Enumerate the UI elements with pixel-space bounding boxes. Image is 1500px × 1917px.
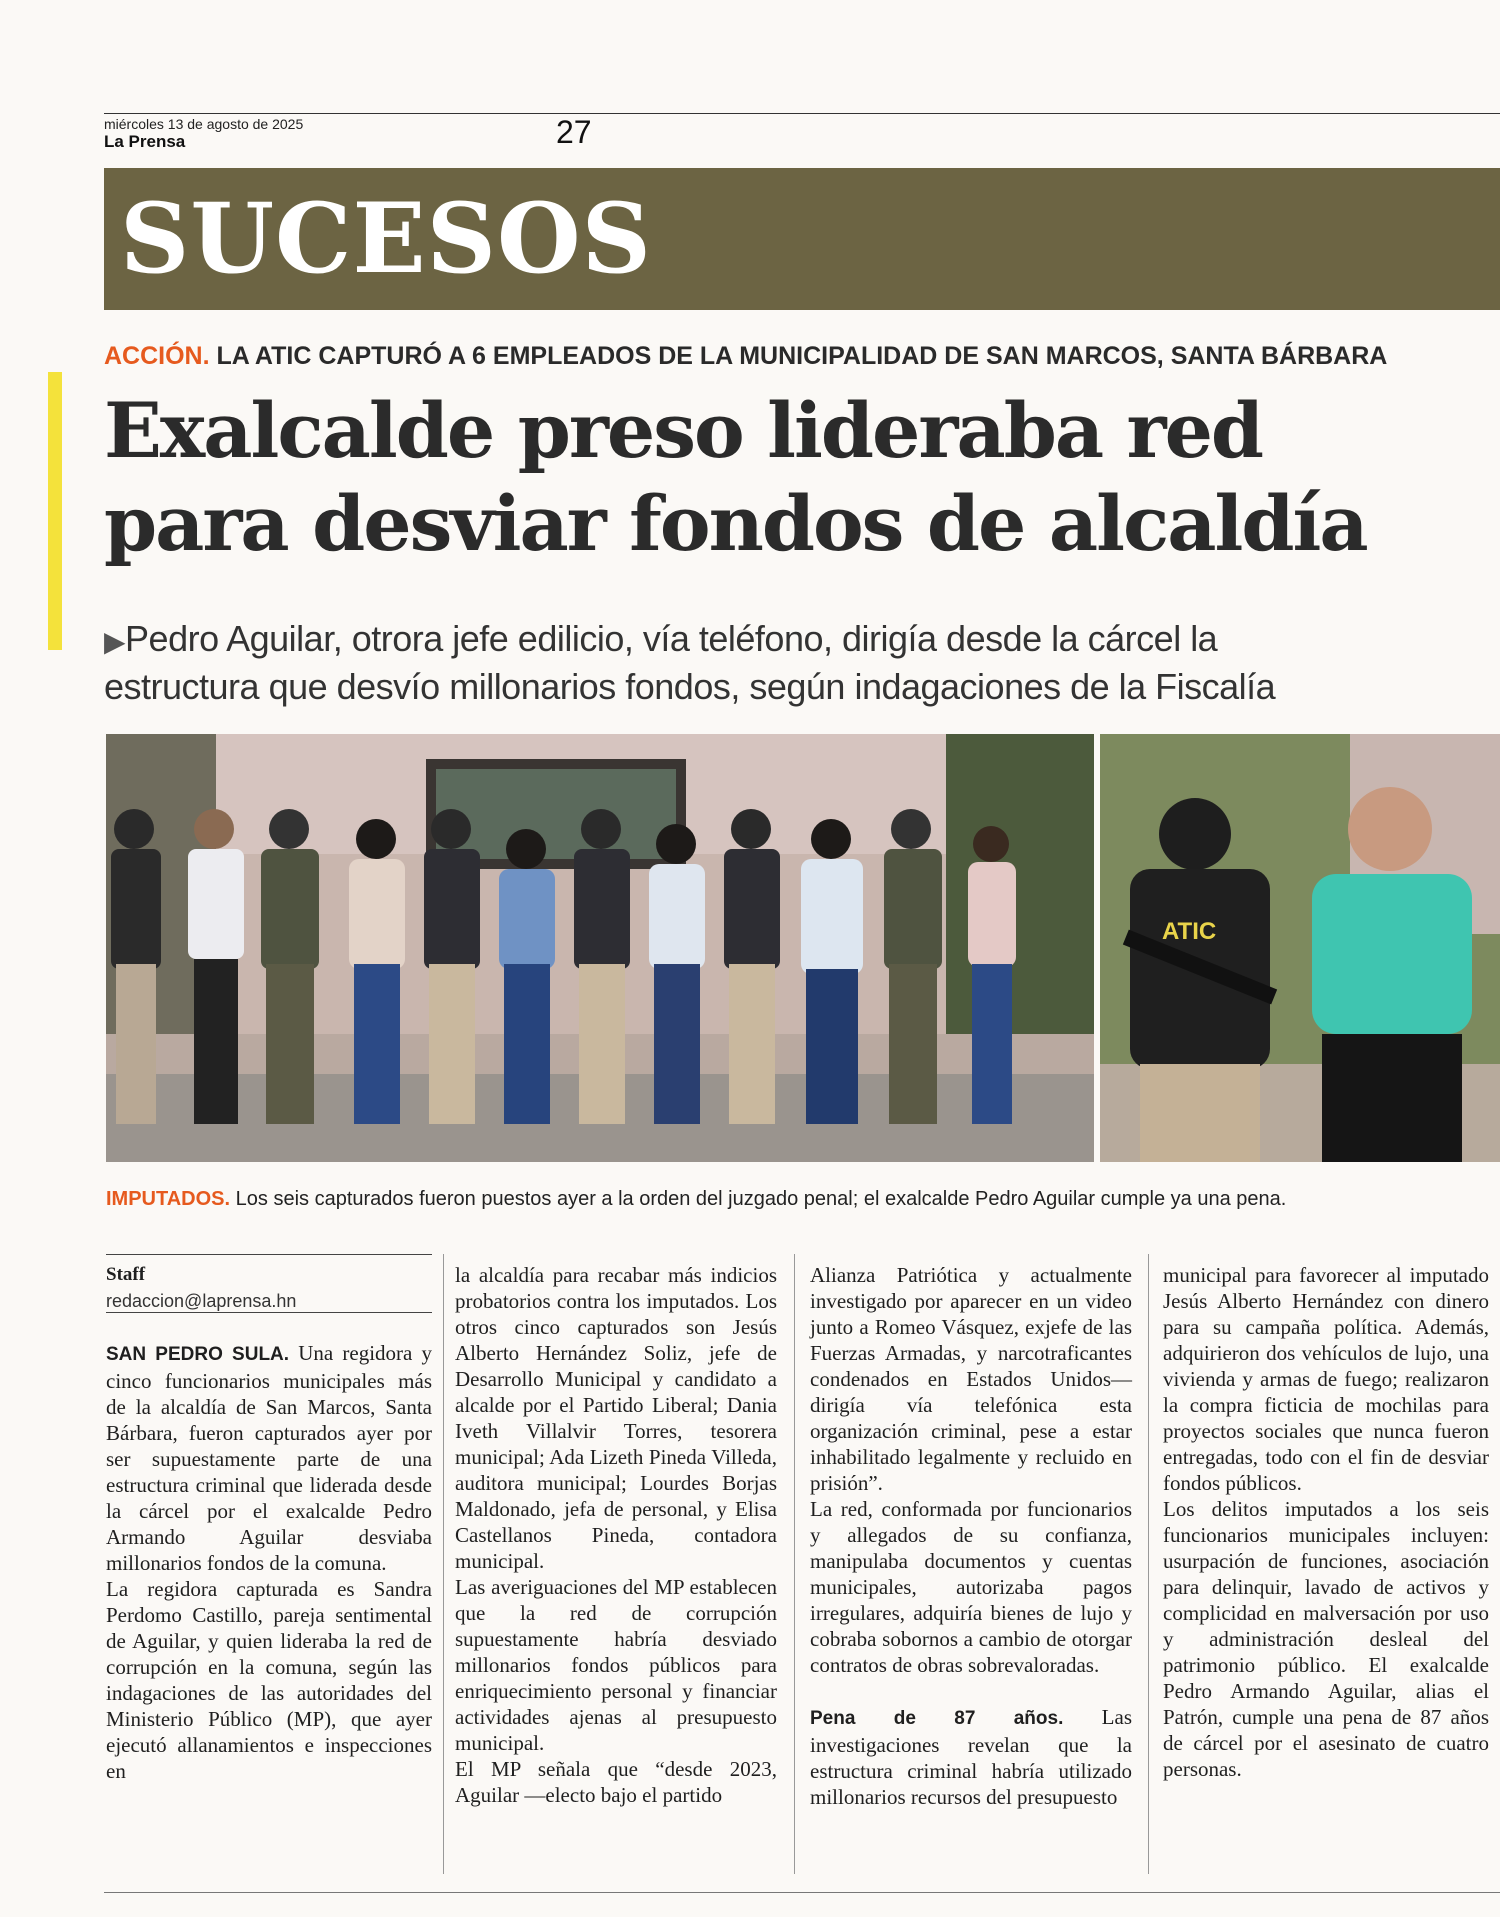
highlighter-mark bbox=[48, 372, 62, 650]
kicker bbox=[104, 342, 1387, 371]
paragraph: Los delitos imputados a los seis funcionarios municipales incluyen: usurpación de funciones, asociación para delinquir, lavado de activos y complicidad en malversación por uso y administración desleal del patrimonio público. El exalcalde Pedro Armando Aguilar, alias el Patrón, cumple una pena de 87 años de cárcel por el asesinato de cuatro personas. bbox=[1163, 1497, 1489, 1781]
deck-line-1: Pedro Aguilar, otrora jefe edilicio, vía teléfono, dirigía desde la cárcel la bbox=[125, 618, 1218, 659]
deck bbox=[104, 616, 1500, 709]
column-divider bbox=[443, 1254, 444, 1874]
exalcalde-photo bbox=[1100, 734, 1500, 1162]
paragraph: Las investigaciones revelan que la estructura criminal habría utilizado millonarios recursos del presupuesto bbox=[810, 1705, 1132, 1809]
headline-line-2: para desviar fondos de alcaldía bbox=[104, 479, 1367, 568]
vest-label: ATIC bbox=[1162, 918, 1217, 945]
paragraph: Una regidora y cinco funcionarios municipales más de la alcaldía de San Marcos, Santa Bárbara, fueron capturados ayer por ser supuestamente parte de una estructura criminal que liderada desde la cárcel por el exalcalde Pedro Armando Aguilar desviaba millonarios fondos de la comuna. bbox=[106, 1341, 433, 1575]
triangle-bullet-icon: ▶ bbox=[104, 626, 126, 657]
byline-top-rule bbox=[106, 1254, 432, 1255]
paragraph: La regidora capturada es Sandra Perdomo Castillo, pareja sentimental de Aguilar, y quien lideraba la red de corrupción en la comuna, según las indagaciones de las autoridades del Ministerio Público (MP), que ayer ejecutó allanamientos e inspecciones en bbox=[106, 1577, 432, 1783]
byline-email[interactable]: redaccion@laprensa.hn bbox=[106, 1291, 297, 1311]
article-column-2 bbox=[455, 1262, 777, 1808]
article-column-3 bbox=[810, 1262, 1132, 1810]
section-title: SUCESOS bbox=[120, 182, 652, 295]
paragraph: municipal para favorecer al imputado Jesús Alberto Hernández con dinero para su campaña política. Además, adquirieron dos vehículos de lujo, una vivienda y armas de fuego; realizaron la compra ficticia de mochilas para proyectos sociales que nunca fueron entregadas, todo con el fin de desviar fondos públicos. bbox=[1163, 1263, 1489, 1495]
top-rule bbox=[104, 113, 1500, 114]
caption-tag: IMPUTADOS. bbox=[106, 1188, 231, 1210]
group-arrest-photo bbox=[106, 734, 1094, 1162]
newspaper-name: La Prensa bbox=[104, 132, 186, 151]
kicker-tag: ACCIÓN. bbox=[104, 342, 210, 370]
column-divider bbox=[1148, 1254, 1149, 1874]
subhead: Pena de 87 años. bbox=[810, 1708, 1064, 1729]
headline-line-1: Exalcalde preso lideraba red bbox=[104, 386, 1263, 475]
article-column-4 bbox=[1163, 1262, 1489, 1782]
paragraph: El MP señala que “desde 2023, Aguilar —electo bajo el partido bbox=[455, 1757, 777, 1807]
kicker-text: LA ATIC CAPTURÓ A 6 EMPLEADOS DE LA MUNICIPALIDAD DE SAN MARCOS, SANTA BÁRBARA bbox=[216, 342, 1388, 370]
deck-line-2: estructura que desvío millonarios fondos, según indagaciones de la Fiscalía bbox=[104, 666, 1276, 707]
dateline: SAN PEDRO SULA. bbox=[106, 1344, 290, 1365]
byline-name: Staff bbox=[106, 1264, 146, 1285]
issue-date: miércoles 13 de agosto de 2025 bbox=[104, 116, 304, 132]
article-column-1 bbox=[106, 1262, 432, 1784]
column-divider bbox=[794, 1254, 795, 1874]
page-number: 27 bbox=[556, 114, 592, 150]
bottom-rule bbox=[104, 1892, 1500, 1893]
paragraph: Alianza Patriótica y actualmente investigado por aparecer en un video junto a Romeo Vásquez, exjefe de las Fuerzas Armadas, y narcotraficantes condenados en Estados Unidos— dirigía vía telefónica esta organización criminal, pese a estar inhabilitado legalmente y recluido en prisión”. bbox=[810, 1263, 1132, 1495]
paragraph: la alcaldía para recabar más indicios probatorios contra los imputados. Los otros cinco capturados son Jesús Alberto Hernández Soliz, jefe de Desarrollo Municipal y candidato a alcalde por el Partido Liberal; Dania Iveth Villalvir Torres, tesorera municipal; Ada Lizeth Pineda Villeda, auditora municipal; Lourdes Borjas Maldonado, jefa de personal, y Elisa Castellanos Pineda, contadora municipal. bbox=[455, 1263, 777, 1573]
paragraph: La red, conformada por funcionarios y allegados de su confianza, manipulaba documentos y cuentas municipales, autorizaba pagos irregulares, adquiría bienes de lujo y cobraba sobornos a cambio de otorgar contratos de obras sobrevaloradas. bbox=[810, 1497, 1132, 1677]
paragraph: Las averiguaciones del MP establecen que la red de corrupción supuestamente habría desviado millonarios fondos públicos para enriquecimiento personal y financiar actividades ajenas al presupuesto municipal. bbox=[455, 1575, 777, 1755]
photo-caption bbox=[106, 1188, 1496, 1211]
caption-text: Los seis capturados fueron puestos ayer a la orden del juzgado penal; el exalcalde Pedro Aguilar cumple ya una pena. bbox=[235, 1188, 1287, 1210]
headline bbox=[104, 384, 1500, 570]
